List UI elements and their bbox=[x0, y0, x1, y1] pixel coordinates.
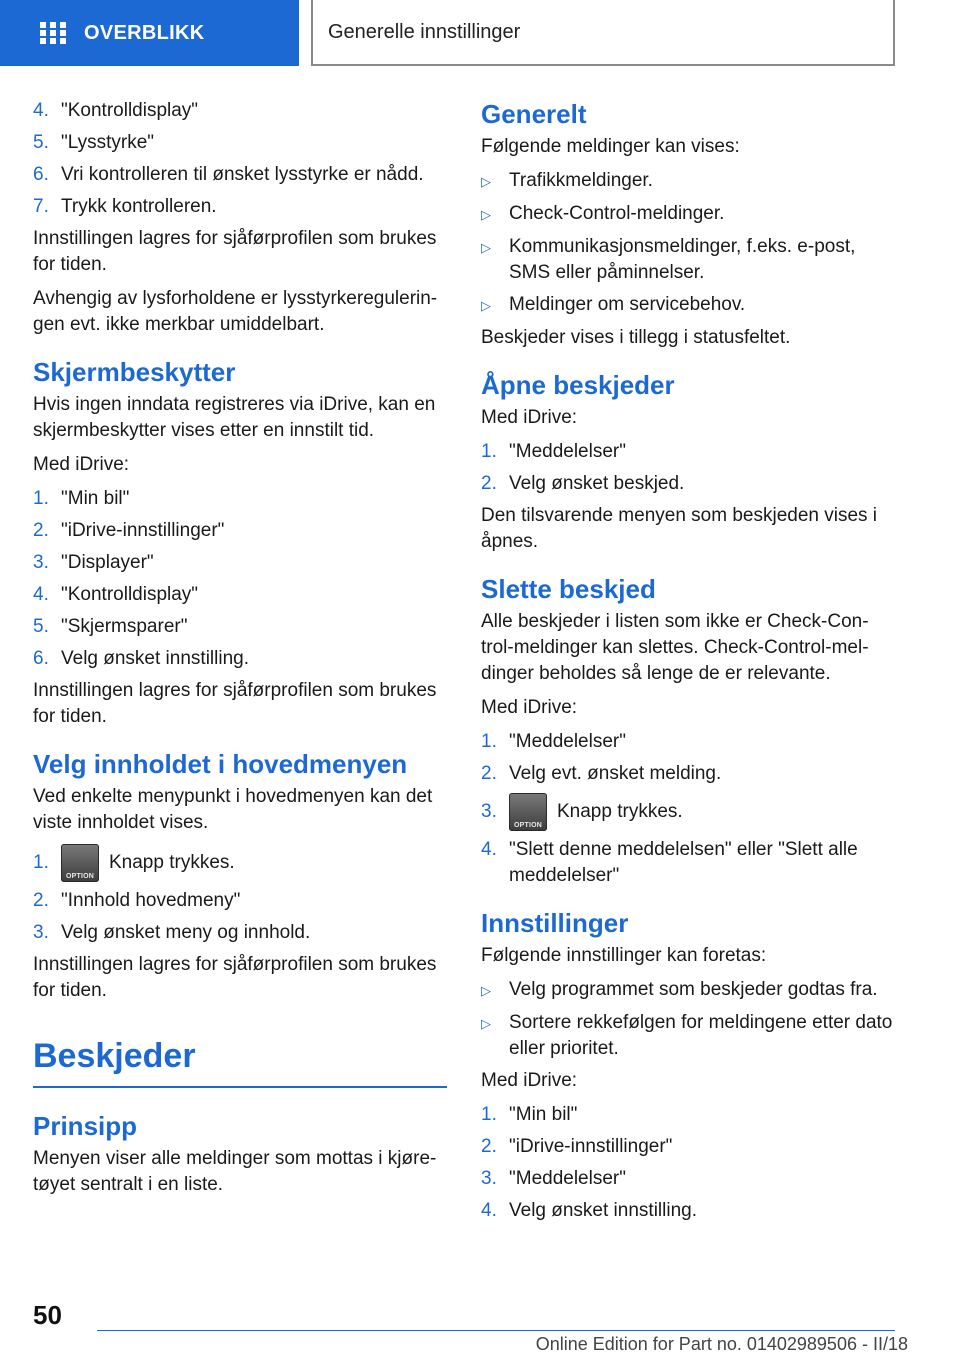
heading-screensaver: Skjermbeskytter bbox=[33, 357, 236, 387]
chapter-title-box bbox=[311, 0, 895, 66]
section-divider bbox=[33, 1086, 447, 1088]
list-item: 6. Vri kontrolleren til ønsket lysstyrke er nådd. bbox=[33, 164, 424, 185]
option-button-icon: OPTION bbox=[61, 844, 99, 882]
paragraph: Følgende meldinger kan vises: bbox=[481, 136, 740, 157]
overview-tab[interactable] bbox=[0, 0, 299, 66]
triangle-bullet-icon: ▷ bbox=[481, 240, 491, 255]
paragraph: Innstillingen lagres for sjåførprofilen som brukes for tiden. bbox=[33, 954, 437, 1002]
list-item: 5. "Lysstyrke" bbox=[33, 132, 155, 153]
list-item: 3. OPTION Knapp trykkes. bbox=[481, 793, 896, 831]
footer-divider bbox=[97, 1330, 895, 1331]
paragraph: Menyen viser alle meldinger som mottas i kjøre‐tøyet sentralt i en liste. bbox=[33, 1148, 437, 1196]
triangle-bullet-icon: ▷ bbox=[481, 298, 491, 313]
settings-steps bbox=[481, 1102, 896, 1224]
list-item: 3. Velg ønsket meny og innhold. bbox=[33, 922, 311, 944]
screensaver-steps bbox=[33, 486, 448, 672]
list-item: 3. "Meddelelser" bbox=[481, 1168, 626, 1190]
list-item: ▷ Check-Control-meldinger. bbox=[481, 201, 896, 228]
list-item: 7. Trykk kontrolleren. bbox=[33, 196, 217, 217]
list-item: 2. "iDrive-innstillinger" bbox=[33, 520, 225, 541]
list-item: 2. "iDrive-innstillinger" bbox=[481, 1136, 673, 1158]
list-item: 1. "Meddelelser" bbox=[481, 441, 626, 462]
right-column bbox=[481, 98, 896, 1230]
list-item: 4. "Kontrolldisplay" bbox=[33, 584, 199, 605]
chapter-title: Generelle innstillinger bbox=[328, 20, 521, 43]
open-steps bbox=[481, 439, 896, 497]
list-item: 6. Velg ønsket innstilling. bbox=[33, 648, 249, 669]
grid-icon bbox=[40, 22, 66, 44]
list-item: 1. "Meddelelser" bbox=[481, 731, 626, 752]
list-item: ▷ Kommunikasjonsmeldinger, f.eks. e-post, SMS eller påminnelser. bbox=[481, 234, 896, 286]
paragraph: Den tilsvarende menyen som beskjeden vises i åpnes. bbox=[481, 505, 878, 552]
list-item: 2. "Innhold hovedmeny" bbox=[33, 890, 241, 912]
list-item: 2. Velg evt. ønsket melding. bbox=[481, 763, 722, 784]
brightness-steps bbox=[33, 98, 448, 220]
list-item: ▷ Velg programmet som beskjeder godtas fra. bbox=[481, 977, 896, 1004]
settings-options bbox=[481, 977, 896, 1062]
paragraph: Hvis ingen inndata registreres via iDrive, kan en skjermbeskytter vises etter en innstilt tid. bbox=[33, 394, 436, 441]
section-title: Beskjeder bbox=[33, 1037, 196, 1076]
list-item: 2. Velg ønsket beskjed. bbox=[481, 473, 685, 494]
heading-main-menu: Velg innholdet i hovedmenyen bbox=[33, 749, 408, 779]
paragraph: Følgende innstillinger kan foretas: bbox=[481, 945, 767, 967]
heading-delete-message: Slette beskjed bbox=[481, 574, 656, 604]
list-item: 4. "Kontrolldisplay" bbox=[33, 100, 199, 121]
heading-open-messages: Åpne beskjeder bbox=[481, 370, 675, 400]
list-item: 1. "Min bil" bbox=[33, 488, 130, 509]
option-button-icon: OPTION bbox=[509, 793, 547, 831]
overview-tab-label: OVERBLIKK bbox=[84, 21, 205, 44]
list-item: 3. "Displayer" bbox=[33, 552, 154, 573]
page-number: 50 bbox=[33, 1300, 62, 1330]
paragraph: Beskjeder vises i tillegg i statusfeltet. bbox=[481, 327, 791, 348]
triangle-bullet-icon: ▷ bbox=[481, 983, 491, 999]
paragraph: Avhengig av lysforholdene er lysstyrkeregulerin‐gen evt. ikke merkbar umiddelbart. bbox=[33, 288, 438, 335]
message-types bbox=[481, 168, 896, 319]
paragraph: Med iDrive: bbox=[481, 1070, 578, 1092]
paragraph: Med iDrive: bbox=[481, 407, 578, 428]
list-item: ▷ Trafikkmeldinger. bbox=[481, 168, 896, 195]
paragraph: Med iDrive: bbox=[481, 697, 578, 718]
list-item: 1. "Min bil" bbox=[481, 1104, 578, 1126]
triangle-bullet-icon: ▷ bbox=[481, 174, 491, 189]
delete-steps bbox=[481, 729, 896, 889]
triangle-bullet-icon: ▷ bbox=[481, 1016, 491, 1032]
list-item: ▷ Meldinger om servicebehov. bbox=[481, 292, 896, 319]
heading-general: Generelt bbox=[481, 99, 587, 129]
heading-settings: Innstillinger bbox=[481, 908, 629, 939]
main-menu-steps bbox=[33, 844, 448, 946]
triangle-bullet-icon: ▷ bbox=[481, 207, 491, 222]
list-item: 1. OPTION Knapp trykkes. bbox=[33, 844, 448, 882]
footer-edition: Online Edition for Part no. 01402989506 - II/18 bbox=[535, 1334, 908, 1354]
heading-principle: Prinsipp bbox=[33, 1111, 138, 1142]
paragraph: Innstillingen lagres for sjåførprofilen som brukes for tiden. bbox=[33, 228, 437, 275]
paragraph: Alle beskjeder i listen som ikke er Check-Con‐trol-meldinger kan slettes. Check-Control-mel‐dinger beholdes så lenge de er relevante. bbox=[481, 611, 869, 684]
paragraph: Ved enkelte menypunkt i hovedmenyen kan det viste innholdet vises. bbox=[33, 786, 433, 833]
list-item: 4. "Slett denne meddelelsen" eller "Slett alle meddelelser" bbox=[481, 839, 858, 887]
list-item: 4. Velg ønsket innstilling. bbox=[481, 1200, 697, 1222]
paragraph: Innstillingen lagres for sjåførprofilen som brukes for tiden. bbox=[33, 680, 437, 727]
list-item: ▷ Sortere rekkefølgen for meldingene etter dato eller prioritet. bbox=[481, 1010, 896, 1062]
left-column bbox=[33, 98, 448, 1206]
paragraph: Med iDrive: bbox=[33, 454, 130, 475]
list-item: 5. "Skjermsparer" bbox=[33, 616, 188, 637]
